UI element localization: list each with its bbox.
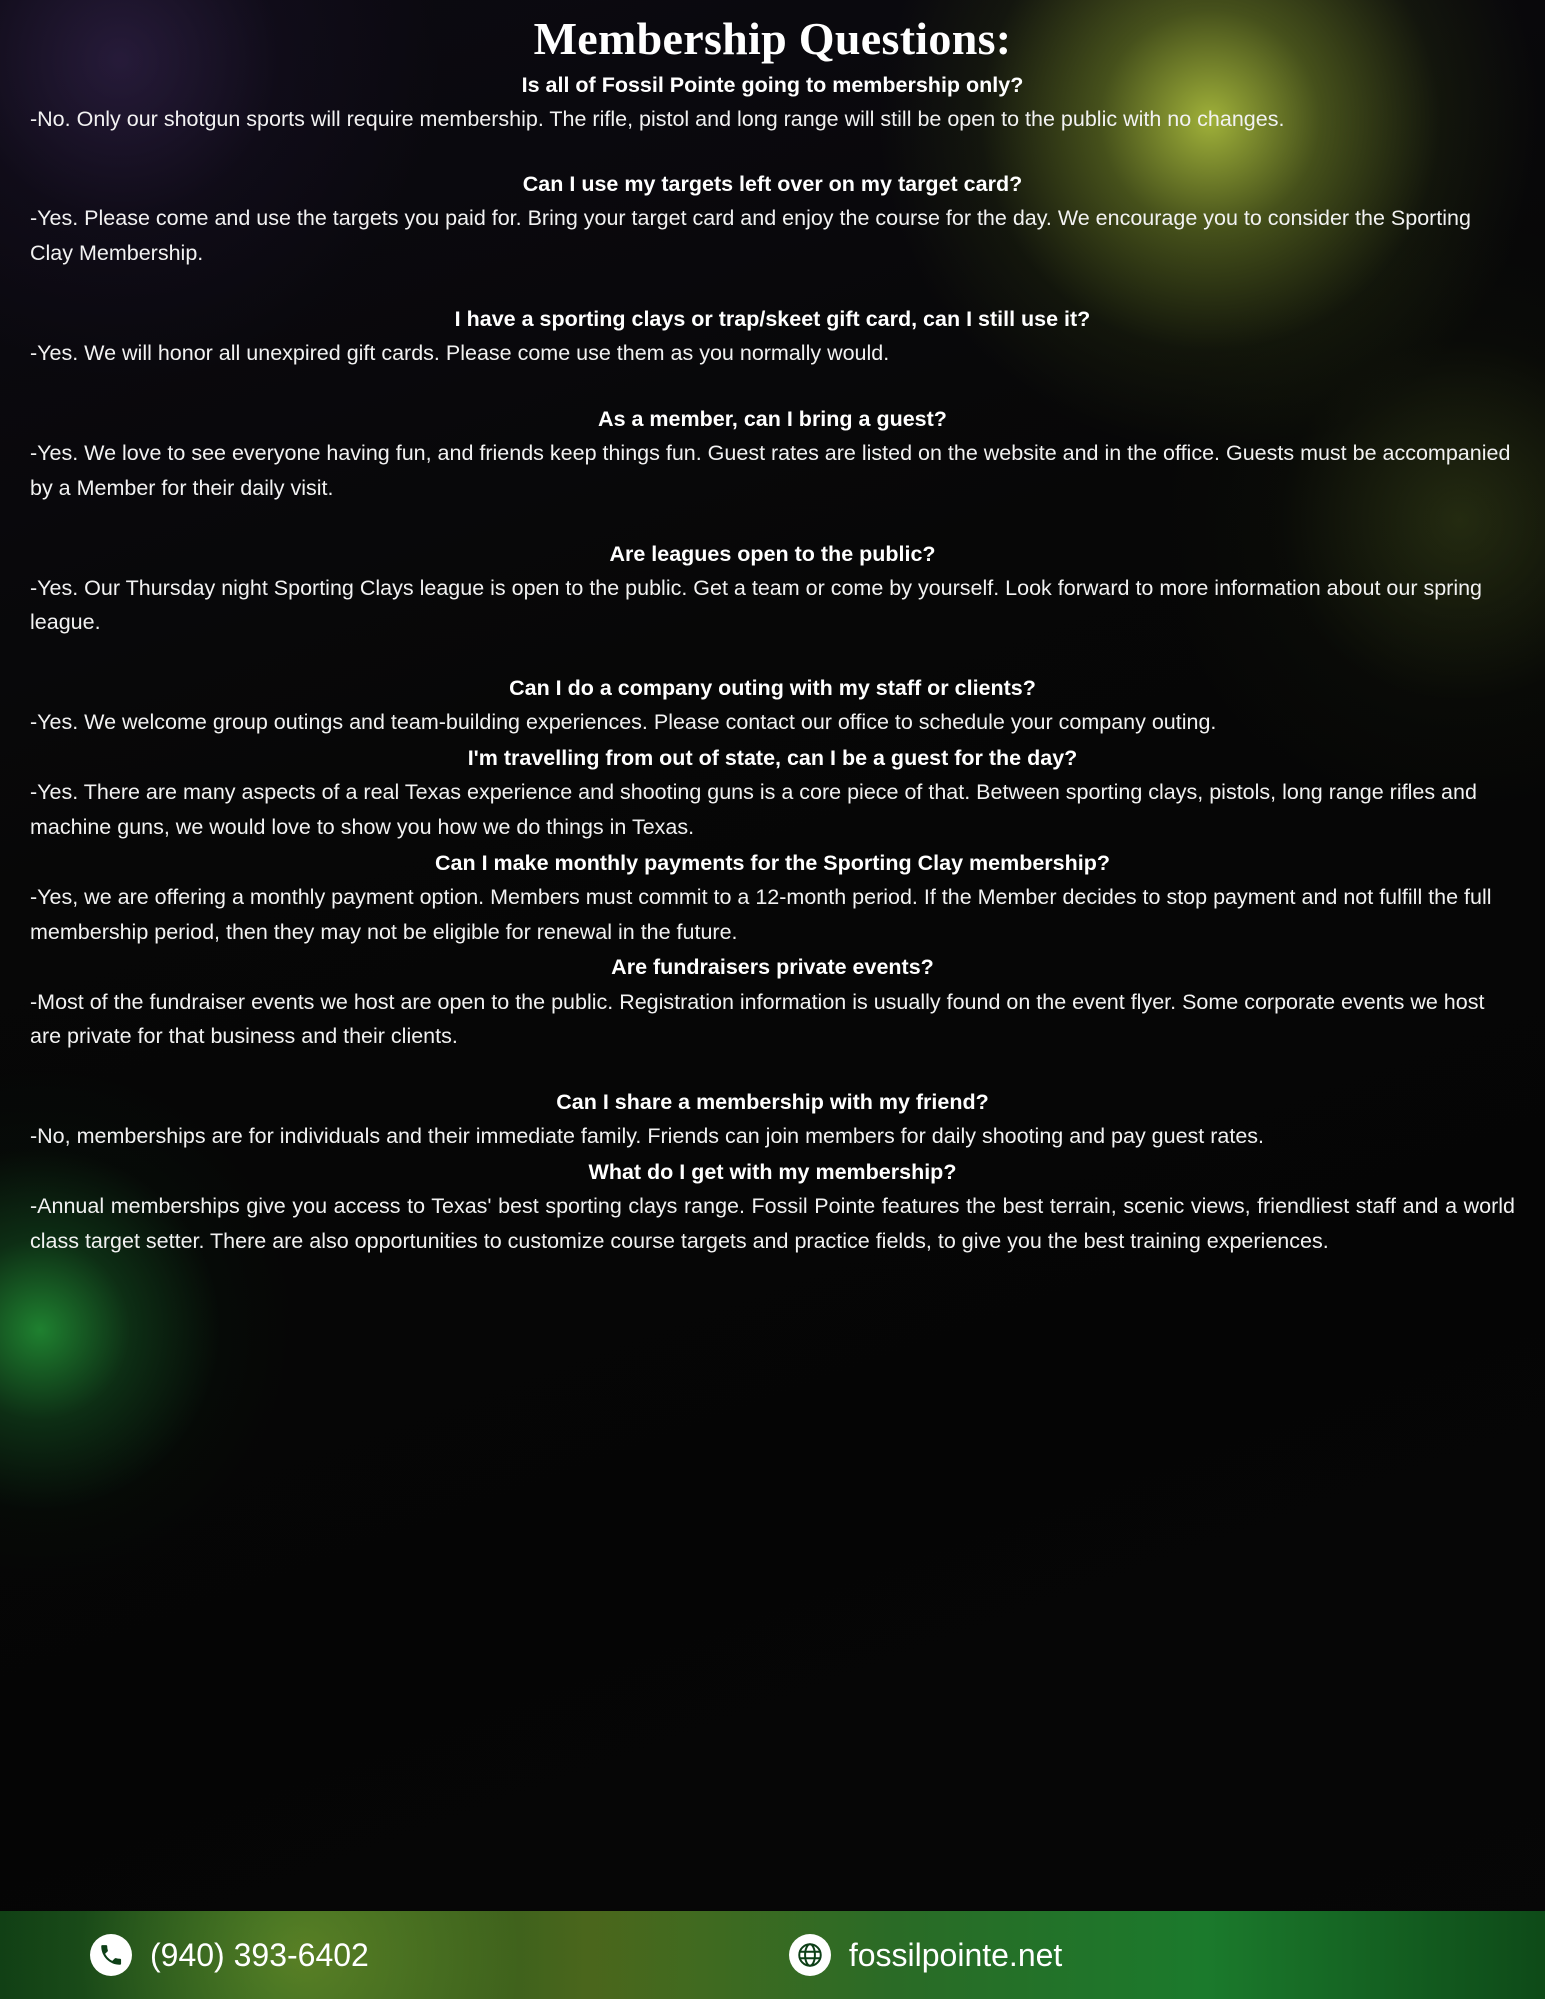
faq-answer: -Yes. We welcome group outings and team-building experiences. Please contact our office to schedule your company outing. xyxy=(30,710,1217,735)
website-url: fossilpointe.net xyxy=(848,1937,1063,1973)
phone-icon xyxy=(90,1934,132,1976)
faq-item-1 xyxy=(30,71,1515,137)
faq-answer: -Most of the fundraiser events we host are open to the public. Registration information is usually found on the event flyer. Some corporate events we host are private for that business and their clients. xyxy=(30,989,1485,1049)
faq-question: Are fundraisers private events? xyxy=(611,955,934,980)
spacer xyxy=(30,506,1515,540)
spacer xyxy=(30,1054,1515,1088)
spacer xyxy=(30,136,1515,170)
faq-item-6 xyxy=(30,674,1515,740)
faq-item-2 xyxy=(30,170,1515,271)
faq-question: What do I get with my membership? xyxy=(588,1160,957,1184)
faq-answer: -Yes. Our Thursday night Sporting Clays league is open to the public. Get a team or come by yourself. Look forward to more information about our spring league. xyxy=(30,575,1483,635)
faq-answer: -Yes. We love to see everyone having fun, and friends keep things fun. Guest rates are listed on the website and in the office. Guests must be accompanied by a Member for their daily visit. xyxy=(30,440,1511,500)
faq-item-9 xyxy=(30,953,1515,1054)
faq-answer: -No, memberships are for individuals and their immediate family. Friends can join members for daily shooting and pay guest rates. xyxy=(30,1124,1265,1149)
faq-question: As a member, can I bring a guest? xyxy=(598,406,947,431)
faq-item-10 xyxy=(30,1088,1515,1154)
phone-number: (940) 393-6402 xyxy=(150,1937,369,1973)
faq-answer: -Yes. We will honor all unexpired gift cards. Please come use them as you normally would. xyxy=(30,341,890,366)
spacer xyxy=(30,371,1515,405)
faq-answer: -No. Only our shotgun sports will require membership. The rifle, pistol and long range will still be open to the public with no changes. xyxy=(30,106,1285,131)
faq-question: Can I make monthly payments for the Sporting Clay membership? xyxy=(435,850,1110,875)
faq-question: Can I do a company outing with my staff or clients? xyxy=(509,676,1036,701)
faq-question: Is all of Fossil Pointe going to membership only? xyxy=(521,72,1024,97)
faq-item-5 xyxy=(30,540,1515,641)
faq-question: Can I share a membership with my friend? xyxy=(556,1090,989,1115)
faq-question: I'm travelling from out of state, can I be a guest for the day? xyxy=(467,746,1078,771)
footer-contact-bar xyxy=(0,1911,1545,1999)
faq-answer: -Yes, we are offering a monthly payment option. Members must commit to a 12-month period. If the Member decides to stop payment and not fulfill the full membership period, then they may not be eligible for renewal in the future. xyxy=(30,884,1492,944)
faq-item-11 xyxy=(30,1158,1515,1259)
page-title: Membership Questions: xyxy=(533,13,1012,64)
faq-answer: -Yes. There are many aspects of a real Texas experience and shooting guns is a core piece of that. Between sporting clays, pistols, long range rifles and machine guns, we would love to show you how we do things in Texas. xyxy=(30,780,1477,839)
faq-item-3 xyxy=(30,305,1515,371)
faq-question: Can I use my targets left over on my target card? xyxy=(522,172,1023,197)
footer-website[interactable] xyxy=(789,1934,1062,1976)
faq-question: I have a sporting clays or trap/skeet gift card, can I still use it? xyxy=(454,307,1091,332)
globe-icon xyxy=(789,1934,831,1976)
faq-item-7 xyxy=(30,744,1515,845)
footer-phone[interactable] xyxy=(90,1934,369,1976)
spacer xyxy=(30,271,1515,305)
faq-item-8 xyxy=(30,849,1515,950)
faq-answer: -Annual memberships give you access to Texas' best sporting clays range. Fossil Pointe features the best terrain, scenic views, friendliest staff and a world class target setter. There are also opportunities to customize course targets and practice fields, to give you the best training experiences. xyxy=(30,1194,1515,1253)
faq-question: Are leagues open to the public? xyxy=(609,541,936,566)
faq-answer: -Yes. Please come and use the targets you paid for. Bring your target card and enjoy the course for the day. We encourage you to consider the Sporting Clay Membership. xyxy=(30,206,1471,266)
spacer xyxy=(30,640,1515,674)
faq-item-4 xyxy=(30,405,1515,506)
